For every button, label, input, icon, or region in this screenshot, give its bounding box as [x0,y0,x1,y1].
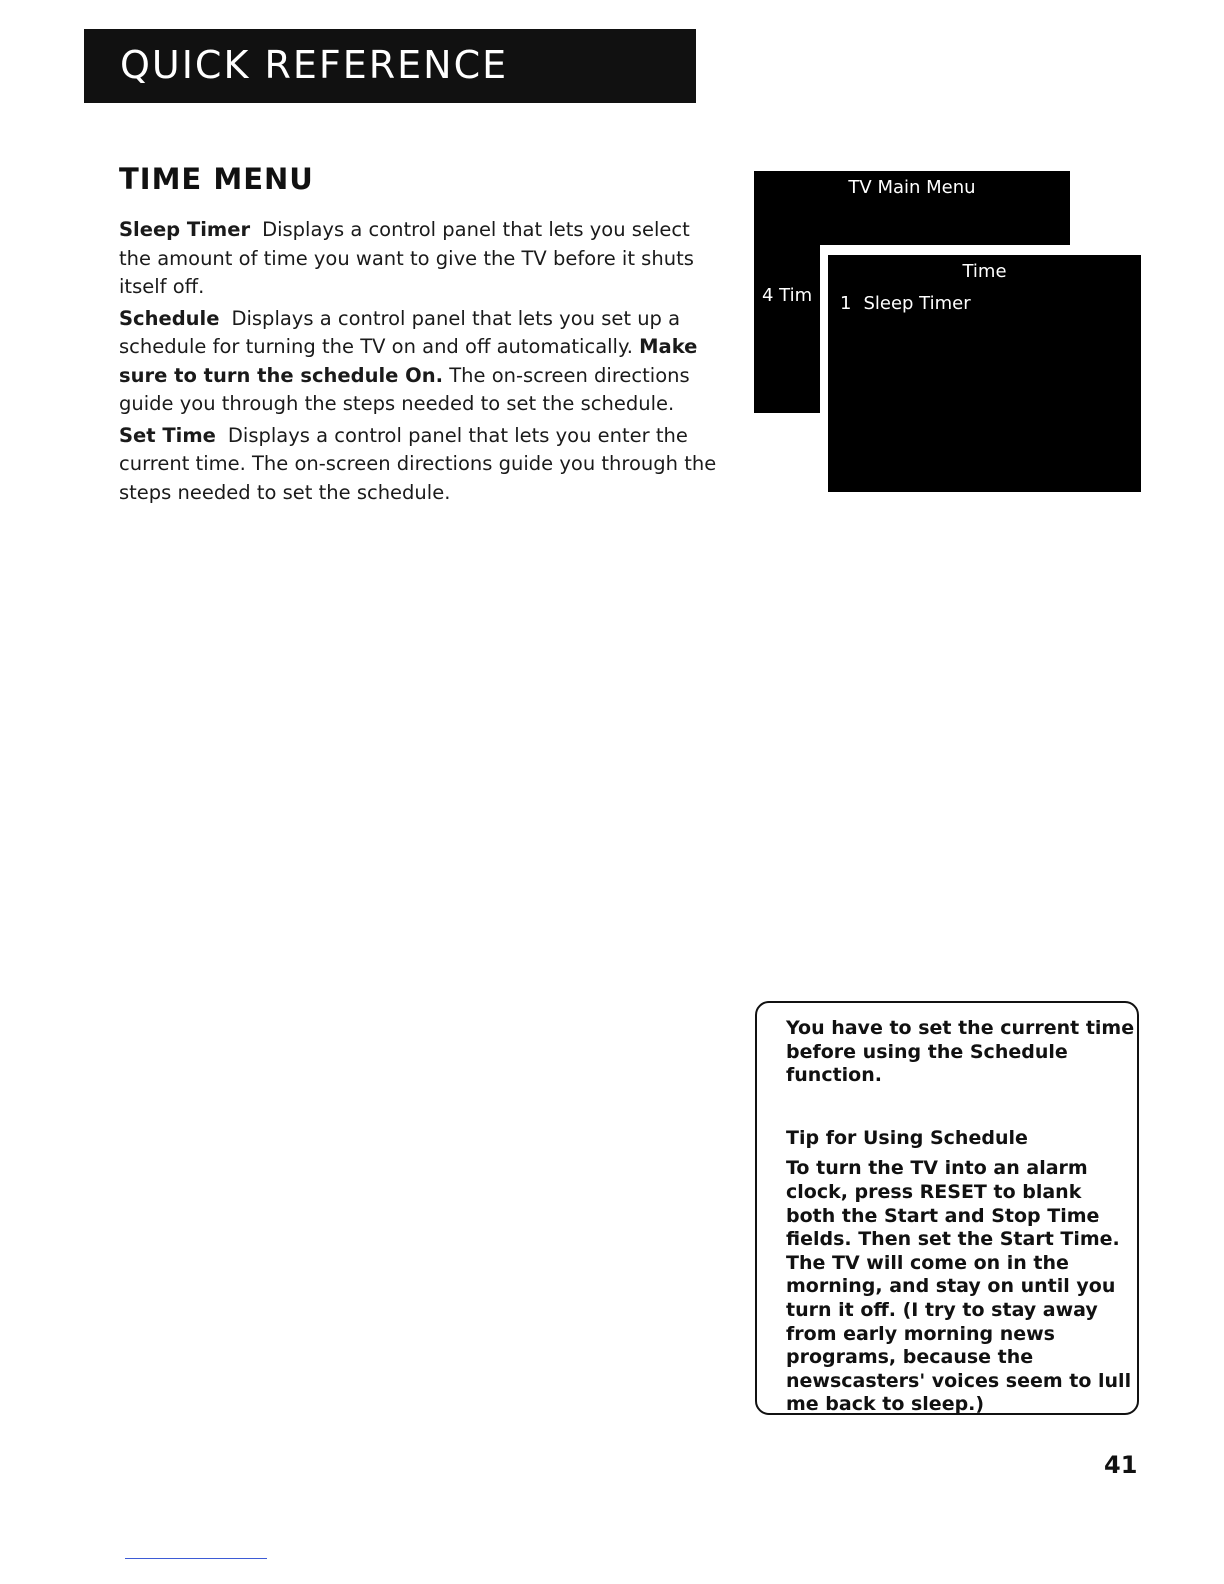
schedule-text-before: Displays a control panel that lets you set up a schedule for turning the TV on and off automatically. [119,306,681,358]
schedule-description [119,305,725,419]
note-box [755,1001,1139,1415]
tv-main-menu-title: TV Main Menu [848,177,976,198]
time-menu-screen-inner [828,255,1141,492]
schedule-text-after: The on-screen directions guide you through the steps needed to set the schedule. [119,363,690,415]
menu-descriptions [119,216,725,510]
schedule-bold-note: Make sure to turn the schedule On. [119,335,698,387]
set-time-description [119,422,725,508]
time-menu-title: Time [962,261,1007,282]
tv-main-menu-item: 4 Tim [762,285,813,306]
header-bar [84,29,696,103]
time-menu-item-sleep-timer [840,293,971,314]
header-title: QUICK REFERENCE [120,43,509,87]
sleep-timer-text: Displays a control panel that lets you select the amount of time you want to give the TV before it shuts itself off. [119,218,694,298]
time-menu-screen [820,245,1150,502]
tip-title: Tip for Using Schedule [786,1126,1028,1149]
note-warning: You have to set the current time before using the Schedule function. [786,1017,1135,1087]
note-text [786,1017,1136,1417]
footer-rule [125,1558,267,1559]
time-menu-item-label: Sleep Timer [863,293,971,314]
set-time-text: Displays a control panel that lets you enter the current time. The on-screen directions guide you through the steps needed to set the schedule. [119,423,717,504]
sleep-timer-description [119,216,725,302]
sleep-timer-term: Sleep Timer [119,218,251,241]
page-number: 41 [1104,1451,1138,1479]
section-title: TIME MENU [119,162,314,196]
tip-text: To turn the TV into an alarm clock, press RESET to blank both the Start and Stop Time fields. Then set the Start Time. The TV will come on in the morning, and stay on until you turn it off. (I try to stay away from early morning news programs, because the newscasters' voices seem to lull me back to sleep.) [786,1157,1132,1416]
set-time-term: Set Time [119,423,216,447]
time-menu-item-number: 1 [840,293,852,314]
schedule-term: Schedule [119,306,220,330]
